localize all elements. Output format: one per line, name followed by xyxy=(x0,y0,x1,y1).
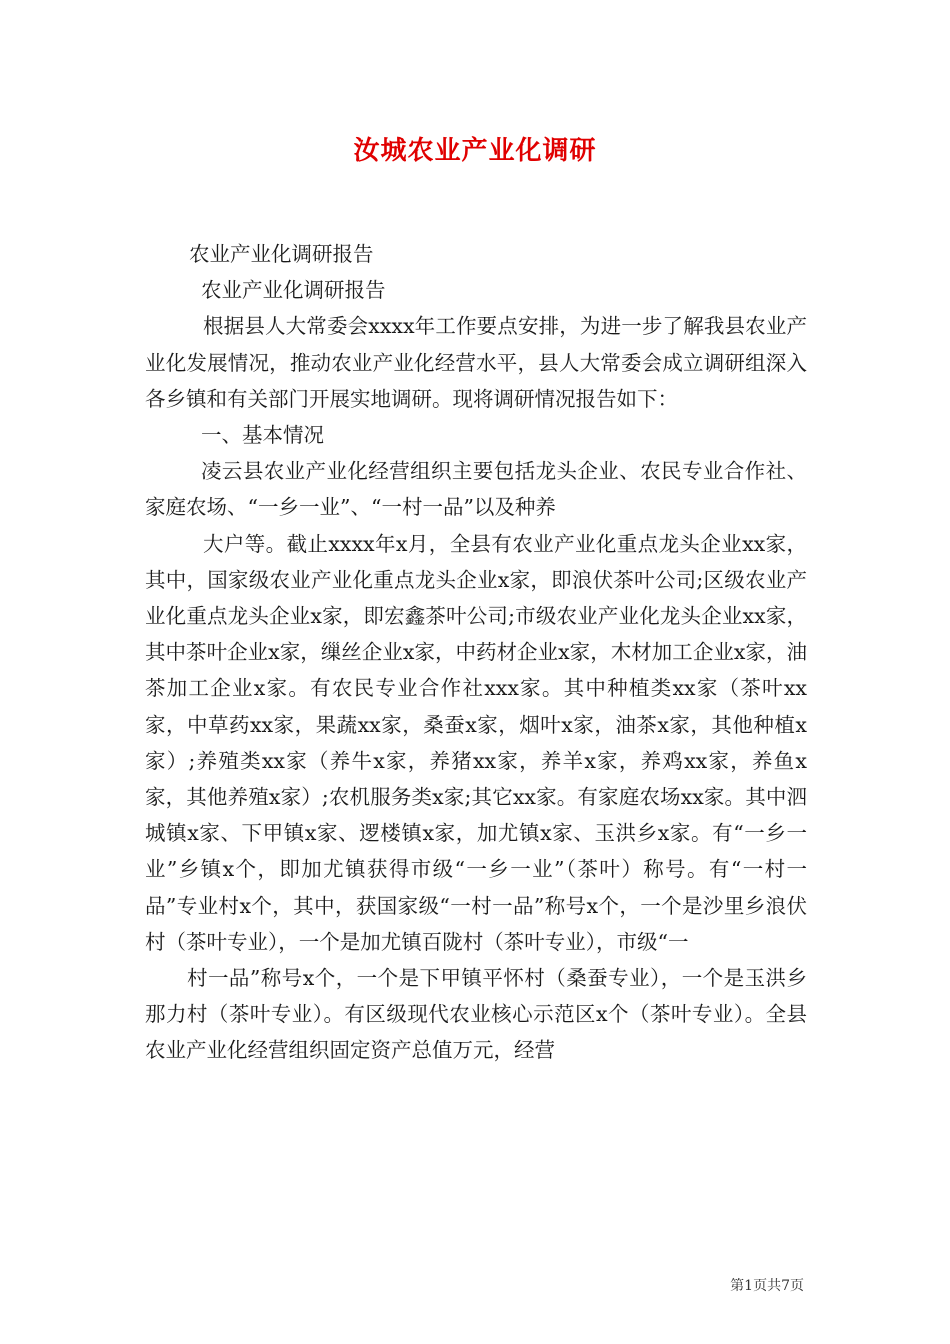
intro-paragraph: 根据县人大常委会xxxx年工作要点安排，为进一步了解我县农业产业化发展情况，推动农业产业化经营水平，县人大常委会成立调研组深入各乡镇和有关部门开展实地调研。现将调研情况报告如下： xyxy=(145,314,807,411)
report-subheading: 农业产业化调研报告 xyxy=(201,278,386,303)
report-heading: 农业产业化调研报告 xyxy=(189,242,374,266)
page-number: 第1页共7页 xyxy=(730,1278,804,1294)
document-body xyxy=(145,236,807,1069)
body-paragraph: 凌云县农业产业化经营组织主要包括龙头企业、农民专业合作社、家庭农场、“一乡一业”、“一村一品”以及种养 xyxy=(145,459,807,520)
body-paragraph: 村一品”称号x个，一个是下甲镇平怀村（桑蚕专业），一个是玉洪乡那力村（茶叶专业）。有区级现代农业核心示范区x个（茶叶专业）。全县农业产业化经营组织固定资产总值万元，经营 xyxy=(145,966,807,1063)
body-paragraph: 大户等。截止xxxx年x月，全县有农业产业化重点龙头企业xx家，其中，国家级农业产业化重点龙头企业x家，即浪伏茶叶公司;区级农业产业化重点龙头企业x家，即宏鑫茶叶公司;市级农业产业化龙头企业xx家，其中茶叶企业x家，缫丝企业x家，中药材企业x家，木材加工企业x家，油茶加工企业x家。有农民专业合作社xxx家。其中种植类xx家（茶叶xx家，中草药xx家，果蔬xx家，桑蚕x家，烟叶x家，油茶x家，其他种植x家）;养殖类xx家（养牛x家，养猪xx家，养羊x家，养鸡xx家，养鱼x家，其他养殖x家）;农机服务类x家;其它xx家。有家庭农场xx家。其中泗城镇x家、下甲镇x家、逻楼镇x家，加尤镇x家、玉洪乡x家。有“一乡一业”乡镇x个，即加尤镇获得市级“一乡一业”（茶叶）称号。有“一村一品”专业村x个，其中，获国家级“一村一品”称号x个，一个是沙里乡浪伏村（茶叶专业），一个是加尤镇百陇村（茶叶专业），市级“一 xyxy=(145,531,807,954)
page-title: 汝城农业产业化调研 xyxy=(353,136,597,166)
section-heading-basic-situation: 一、基本情况 xyxy=(201,423,324,448)
